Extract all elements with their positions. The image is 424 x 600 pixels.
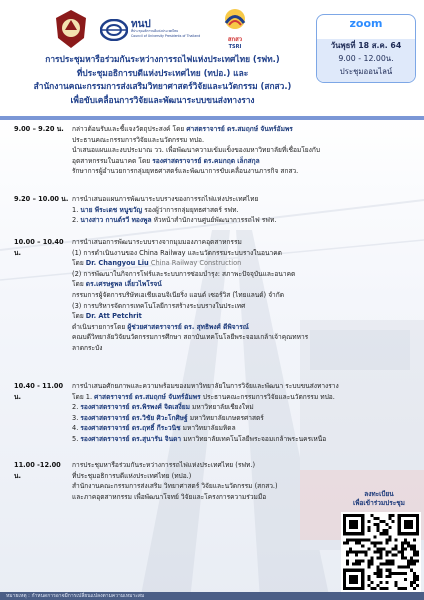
speaker-name: ศาสตราจารย์ ดร.สมฤกษ์ จันทร์อัมพร: [94, 392, 201, 401]
agenda-text: มหาวิทยาลัยเทคโนโลยีพระจอมเกล้าพระนครเหนือ: [181, 434, 327, 443]
speaker-name: ศาสตราจารย์ ดร.สมฤกษ์ จันทร์อัมพร: [186, 125, 293, 133]
agenda-text: โดย: [72, 312, 86, 321]
registration-qr-code[interactable]: [341, 512, 421, 592]
tnpo-emblem-icon: [100, 19, 128, 41]
agenda-text: 3.: [72, 413, 81, 422]
agenda-time: 11.00 -12.00 น.: [14, 461, 61, 480]
agenda-line: [72, 290, 418, 301]
meeting-info: [317, 39, 415, 82]
agenda-line: [72, 392, 418, 403]
qr-label-1: ลงทะเบียน: [364, 490, 394, 498]
agenda-text: ลาดกระบัง: [72, 343, 103, 352]
agenda-line: [72, 205, 418, 216]
agenda-text: และภาคอุตสาหกรรม เพื่อพัฒนาโจทย์ วิจัยและโครงการความร่วมมือ: [72, 492, 267, 501]
ku-seal-logo: [52, 8, 90, 50]
agenda-description: [72, 237, 418, 354]
speaker-name: นาย พีระเดช หนูขวัญ: [80, 205, 143, 214]
agenda-text: มหาวิทยาลัยเกษตรศาสตร์: [187, 413, 264, 422]
agenda-description: [72, 194, 418, 226]
agenda-line: [72, 248, 418, 259]
agenda-text: อุตสาหกรรมในอนาคต โดย: [72, 156, 153, 165]
tsri-sub: TSRI: [228, 44, 242, 50]
agenda-text: 1.: [72, 205, 81, 214]
agenda-line: [72, 269, 418, 280]
agenda-text: 2.: [72, 403, 81, 412]
speaker-name: รองศาสตราจารย์ ดร.คมกฤต เล็กสกุล: [152, 156, 260, 165]
agenda-text: มหาวิทยาลัยเชียงใหม่: [189, 403, 254, 412]
tnpo-sub1: ที่ประชุมอธิการบดีแห่งประเทศไทย: [131, 29, 179, 33]
speaker-name: รองศาสตราจารย์ ดร.พิรพงศ์ จิตเสงี่ยม: [80, 403, 190, 412]
qr-label: [340, 490, 418, 508]
qr-label-2: เพื่อเข้าร่วมประชุม: [353, 499, 405, 507]
agenda-text: หัวหน้าสำนักงานศูนย์พัฒนาการรถไฟ รฟท.: [151, 216, 277, 225]
speaker-name: รองศาสตราจารย์ ดร.ฤทธิ์ กีระวนิช: [80, 424, 181, 433]
agenda-description: [72, 124, 418, 177]
agenda-text: โดย: [72, 280, 86, 289]
agenda-line: [72, 166, 418, 177]
agenda-line: [72, 279, 418, 290]
agenda-line: [72, 258, 418, 269]
agenda-text: สำนักงานคณะกรรมการส่งเสริม วิทยาศาสตร์ วิจัยและนวัตกรรม (สกสว.): [72, 482, 278, 491]
agenda-text: โดย 1.: [72, 392, 95, 401]
agenda-time: 9.20 – 10.00 น.: [14, 195, 69, 203]
agenda-line: [72, 124, 418, 135]
footer-note: หมายเหตุ : กำหนดการอาจมีการเปลี่ยนแปลงตามความเหมาะสม: [0, 592, 424, 600]
title-line-1: การประชุมหารือร่วมกันระหว่างการรถไฟแห่งประเทศไทย (รฟท.): [45, 54, 280, 64]
event-title: [10, 53, 315, 107]
agenda-time: 10.00 – 10.40 น.: [14, 238, 64, 257]
agenda-text: คณบดีวิทยาลัยวิจัยนวัตกรรมการศึกษา สถาบันเทคโนโลยีพระจอมเกล้าเจ้าคุณทหาร: [72, 333, 309, 342]
agenda-text: โดย: [72, 259, 86, 268]
meeting-time: 9.00 - 12.00น.: [338, 54, 394, 63]
meeting-date: วันพุธที่ 18 ส.ค. 64: [330, 41, 402, 50]
agenda-text: มหาวิทยาลัยมหิดล: [180, 424, 236, 433]
agenda-line: [72, 471, 418, 482]
tnpo-logo: [100, 18, 201, 42]
agenda-text: 5.: [72, 434, 81, 443]
agenda-line: [72, 460, 418, 471]
agenda-text: นำเสนอแผนและงบประมาณ วว. เพื่อพัฒนาความเข้มแข็งของมหาวิทยาลัยที่เชื่อมโยงกับ: [72, 146, 321, 155]
speaker-name: รองศาสตราจารย์ ดร.วิชัย ศิวะโกศิษฐ์: [80, 413, 188, 422]
agenda-line: [72, 237, 418, 248]
agenda-description: [72, 381, 418, 445]
zoom-info-box: [316, 14, 416, 83]
agenda-text: (3) การบริหารจัดการเทคโนโลยีการสร้างระบบรางในประเทศ: [72, 301, 246, 310]
agenda-text: กล่าวต้อนรับและชี้แจงวัตถุประสงค์ โดย: [72, 125, 187, 133]
agenda-text: การนำเสนอศักยภาพและความพร้อมของมหาวิทยาลัยในการวิจัยและพัฒนา ระบบขนส่งทางราง: [72, 382, 339, 390]
agenda-text: รองผู้ว่าการกลุ่มยุทธศาสตร์ รฟท.: [142, 205, 239, 214]
speaker-name: Dr. Att Petchrit: [85, 312, 142, 321]
zoom-logo: zoom: [349, 17, 383, 30]
agenda-text: การนำเสนอแผนการพัฒนาระบบรางของการรถไฟแห่งประเทศไทย: [72, 195, 259, 203]
agenda-line: [72, 145, 418, 156]
agenda-line: [72, 343, 418, 354]
agenda-line: [72, 156, 418, 167]
agenda-line: [72, 194, 418, 205]
agenda-text: (1) การดำเนินงานของ China Railway และนวัตกรรมระบบรางในอนาคต: [72, 248, 282, 257]
agenda-text: ประธานคณะกรรมการวิจัยและนวัตกรรม ทปอ.: [200, 392, 335, 401]
meeting-mode: ประชุมออนไลน์: [339, 67, 393, 76]
agenda-line: [72, 332, 418, 343]
agenda-line: [72, 215, 418, 226]
agenda-text: ประธานคณะกรรมการวิจัยและนวัตกรรม ทปอ.: [72, 135, 205, 144]
tsri-logo: [222, 8, 250, 50]
agenda-line: [72, 413, 418, 424]
agenda-line: [72, 434, 418, 445]
speaker-name: ดร.เศรษฐพล เลี่ยวไพโรจน์: [85, 280, 162, 289]
agenda-text: การนำเสนอการพัฒนาระบบรางจากมุมมองภาคอุตสาหกรรม: [72, 238, 242, 246]
agenda-text: 4.: [72, 424, 81, 433]
header-divider: [0, 116, 424, 120]
speaker-name: Dr. Changyou Liu: [85, 259, 149, 268]
agenda-time: 9.00 – 9.20 น.: [14, 125, 64, 133]
agenda-text: การประชุมหารือร่วมกันระหว่างการรถไฟแห่งประเทศไทย (รฟท.): [72, 461, 256, 469]
tsri-emblem-icon: [222, 8, 248, 30]
tsri-name: สกสว: [227, 36, 243, 43]
agenda-line: [72, 322, 418, 333]
agenda-text: 2.: [72, 216, 81, 225]
agenda-line: [72, 135, 418, 146]
agenda-text: ที่ประชุมอธิการบดีแห่งประเทศไทย (ทปอ.): [72, 471, 192, 480]
tnpo-sub2: Council of University Presidents of Thailand: [131, 34, 201, 38]
speaker-name: รองศาสตราจารย์ ดร.สุนารัน จินดา: [80, 434, 182, 443]
agenda-line: [72, 402, 418, 413]
agenda-line: [72, 381, 418, 392]
speaker-name: ผู้ช่วยศาสตราจารย์ ดร. สุทธิพงศ์ ดีพิจารณ์: [127, 322, 249, 331]
agenda-text: รักษาการผู้อำนวยการกลุ่มยุทธศาสตร์และพัฒนาการขับเคลื่อนงานภารกิจ สกสว.: [72, 167, 299, 176]
agenda-line: [72, 423, 418, 434]
speaker-name: นางสาว กานต์รวี ทองพูล: [80, 216, 152, 225]
agenda-text: กรรมการผู้จัดการบริษัทเอเชียเอนจิเนียริ่ง แอนด์ เซอร์วิส (ไทยแลนด์) จำกัด: [72, 290, 285, 299]
tnpo-name: ทนป: [131, 19, 151, 30]
agenda-line: [72, 311, 418, 322]
title-line-2: ที่ประชุมอธิการบดีแห่งประเทศไทย (ทปอ.) และ: [76, 67, 249, 78]
title-line-4: เพื่อขับเคลื่อนการวิจัยและพัฒนาระบบขนส่งทางราง: [70, 94, 255, 105]
agenda-text: (2) การพัฒนาในกิจการโฟร์และระบบการซ่อมบำรุง: สภาพะปัจจุบันและอนาคต: [72, 269, 296, 278]
agenda-time: 10.40 - 11.00 น.: [14, 382, 64, 401]
agenda-text: China Railway Construction: [148, 259, 242, 268]
agenda-line: [72, 301, 418, 312]
agenda-text: ดำเนินรายการโดย: [72, 322, 128, 331]
title-line-3: สำนักงานคณะกรรมการส่งเสริมวิทยาศาสตร์วิจัยและนวัตกรรม (สกสว.): [33, 81, 292, 91]
